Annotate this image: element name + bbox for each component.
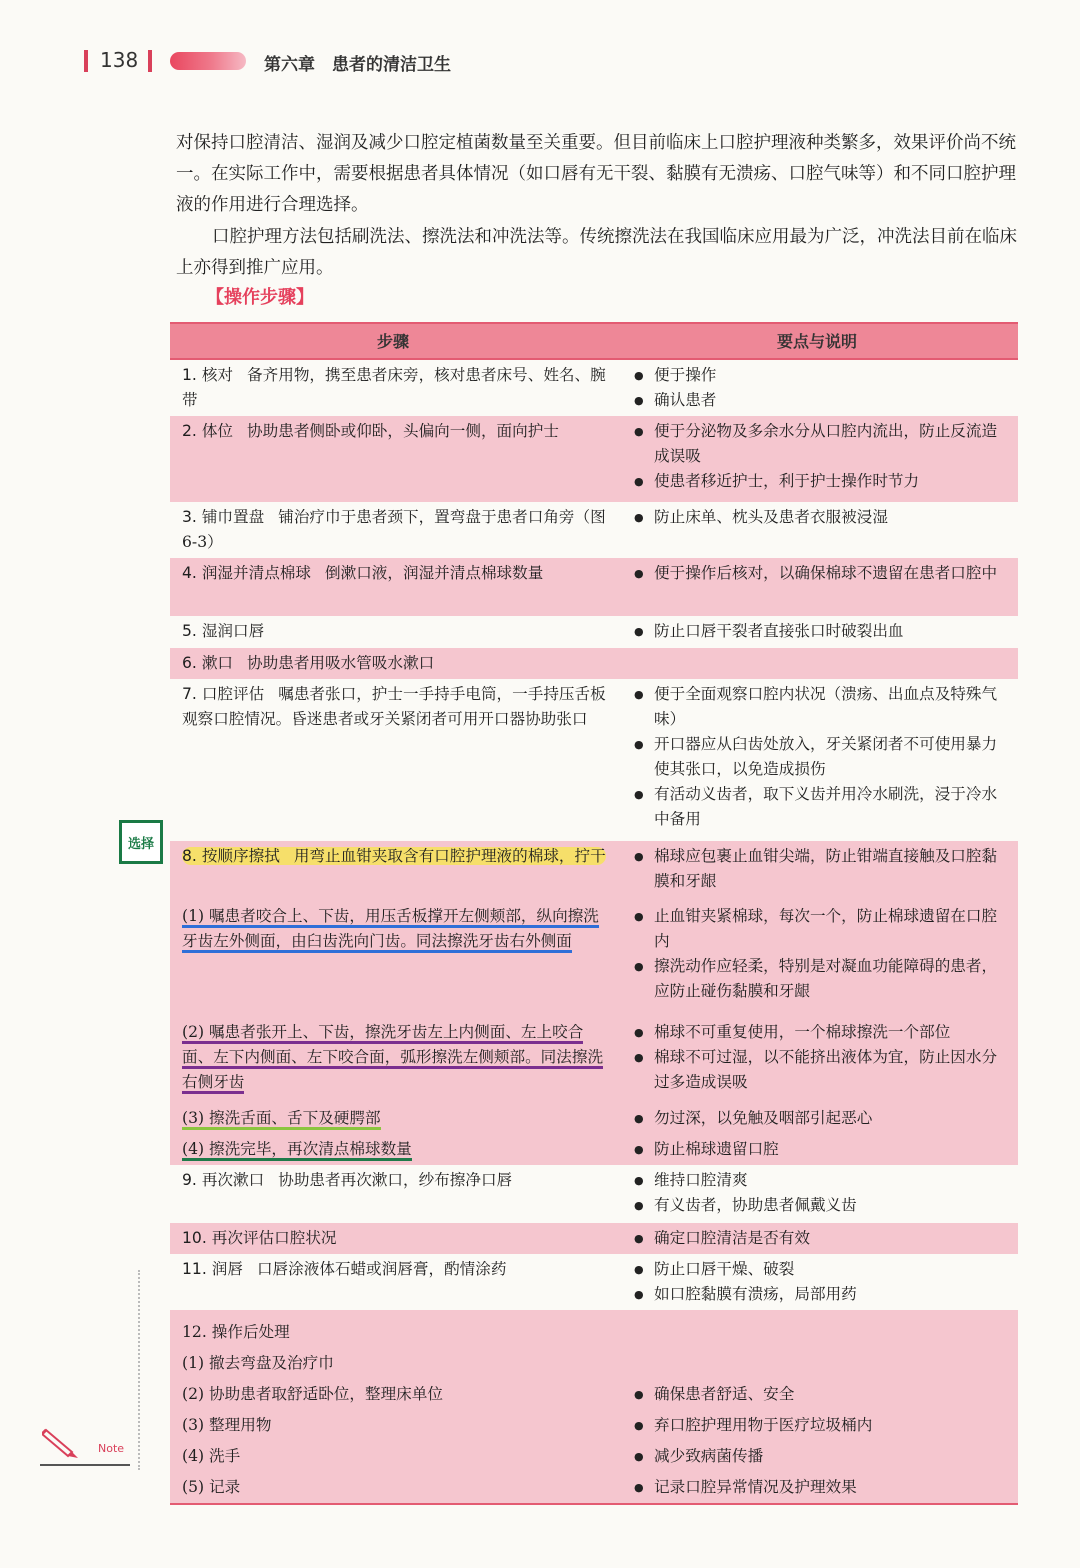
note-point: ● 防止棉球遗留口腔: [634, 1137, 1008, 1162]
note-spacer: [634, 1320, 1008, 1345]
step-cell: [170, 841, 616, 1165]
header-bar: [148, 50, 152, 72]
table-row: [170, 1165, 1018, 1223]
note-point: ● 开口器应从臼齿处放入，牙关紧闭者不可使用暴力使其张口，以免造成损伤: [634, 732, 1008, 782]
chapter-title: 第六章 患者的清洁卫生: [264, 55, 451, 75]
step-label: 10. 再次评估口腔状况: [182, 1229, 337, 1247]
note-point: ● 棉球不可重复使用，一个棉球擦洗一个部位: [634, 1020, 1008, 1045]
step-cell: [170, 416, 616, 502]
note-point: ● 如口腔黏膜有溃疡，局部用药: [634, 1282, 1008, 1307]
section-title: 【操作步骤】: [206, 287, 314, 308]
notes-cell: [616, 1254, 1018, 1310]
procedure-table: [170, 322, 1018, 1505]
step-cell: [170, 616, 616, 648]
step-cell: [170, 1165, 616, 1223]
note-point: ● 弃口腔护理用物于医疗垃圾桶内: [634, 1413, 1008, 1438]
notes-cell: [616, 416, 1018, 502]
page-number: 138: [100, 48, 139, 72]
note-label: Note: [98, 1442, 125, 1455]
notes-cell: [616, 558, 1018, 616]
note-point: ● 确定口腔清洁是否有效: [634, 1226, 1008, 1251]
note-point: ● 防止口唇干燥、破裂: [634, 1257, 1008, 1282]
substep: [182, 904, 606, 1014]
step-label: 7. 口腔评估: [182, 685, 265, 703]
notes-cell: [616, 679, 1018, 841]
step-cell: [170, 1310, 616, 1504]
substep: [182, 1020, 606, 1100]
step-label: 12. 操作后处理: [182, 1323, 290, 1341]
note-point: ● 维持口腔清爽: [634, 1168, 1008, 1193]
note-point: ● 有活动义齿者，取下义齿并用冷水刷洗，浸于冷水中备用: [634, 782, 1008, 832]
table-row: [170, 416, 1018, 502]
step-cell: [170, 359, 616, 416]
body-paragraph: 对保持口腔清洁、湿润及减少口腔定植菌数量至关重要。但目前临床上口腔护理液种类繁多，效果评价尚不统一。在实际工作中，需要根据患者具体情况（如口唇有无干裂、黏膜有无溃疡、口腔气味等）和不同口腔护理液的作用进行合理选择。: [176, 133, 1016, 215]
note-point: ● 记录口腔异常情况及护理效果: [634, 1475, 1008, 1500]
step-cell: [170, 502, 616, 558]
step-text: 倒漱口液，润湿并清点棉球数量: [325, 564, 544, 582]
step-cell: [170, 1254, 616, 1310]
step-cell: [170, 679, 616, 841]
step-label: 6. 漱口: [182, 654, 234, 672]
underlined-text: (1) 嘱患者咬合上、下齿，用压舌板撑开左侧颊部，纵向擦洗牙齿左外侧面，由臼齿洗向门齿。同法擦洗牙齿右外侧面: [182, 907, 599, 953]
notes-cell: [616, 841, 1018, 1165]
step-label: 8. 按顺序擦拭: [182, 847, 280, 865]
note-point: ● 便于操作: [634, 363, 1008, 388]
note-point: ● 确认患者: [634, 388, 1008, 413]
handwritten-stamp: 选择: [119, 820, 163, 864]
step-label: 11. 润唇: [182, 1260, 243, 1278]
note-point: ● 确保患者舒适、安全: [634, 1382, 1008, 1407]
notes-cell: [616, 359, 1018, 416]
table-row: [170, 648, 1018, 679]
table-row: [170, 1310, 1018, 1504]
note-point: ● 防止床单、枕头及患者衣服被浸湿: [634, 505, 1008, 530]
step-cell: [170, 648, 616, 679]
substep: (4) 洗手: [182, 1447, 241, 1465]
table-row: [170, 359, 1018, 416]
note-point: ● 勿过深，以免触及咽部引起恶心: [634, 1106, 1008, 1131]
step-text: 口唇涂液体石蜡或润唇膏，酌情涂药: [256, 1260, 507, 1278]
step-text: 协助患者侧卧或仰卧，头偏向一侧，面向护士: [247, 422, 559, 440]
header-decoration: [170, 52, 246, 70]
step-label: 1. 核对: [182, 366, 234, 384]
underlined-text: (4) 擦洗完毕，再次清点棉球数量: [182, 1140, 412, 1161]
note-point: ● 有义齿者，协助患者佩戴义齿: [634, 1193, 1008, 1218]
note-point: ● 防止口唇干裂者直接张口时破裂出血: [634, 619, 1008, 644]
note-point: ● 便于分泌物及多余水分从口腔内流出，防止反流造成误吸: [634, 419, 1008, 469]
notes-cell: [616, 648, 1018, 679]
substep: [182, 1106, 606, 1131]
notes-cell: [616, 616, 1018, 648]
notes-cell: [616, 502, 1018, 558]
substep: (5) 记录: [182, 1478, 241, 1496]
note-point: ● 止血钳夹紧棉球，每次一个，防止棉球遗留在口腔内: [634, 904, 1008, 954]
substep: (3) 整理用物: [182, 1416, 272, 1434]
step-cell: [170, 1223, 616, 1254]
notes-cell: [616, 1165, 1018, 1223]
note-point: ● 便于全面观察口腔内状况（溃疡、出血点及特殊气味）: [634, 682, 1008, 732]
note-point: ● 擦洗动作应轻柔，特别是对凝血功能障碍的患者，应防止碰伤黏膜和牙龈: [634, 954, 1008, 1004]
step-text: 协助患者再次漱口，纱布擦净口唇: [278, 1171, 513, 1189]
column-header-notes: 要点与说明: [616, 323, 1018, 359]
note-line: [40, 1464, 130, 1466]
table-row: [170, 1254, 1018, 1310]
page-header: [80, 46, 500, 78]
note-area: [40, 1424, 140, 1472]
step-label: 4. 润湿并清点棉球: [182, 564, 311, 582]
table-header-row: [170, 323, 1018, 359]
note-point: ● 棉球不可过湿，以不能挤出液体为宜，防止因水分过多造成误吸: [634, 1045, 1008, 1095]
table-row: [170, 502, 1018, 558]
step-intro: [182, 844, 606, 898]
body-paragraph: 口腔护理方法包括刷洗法、擦洗法和冲洗法等。传统擦洗法在我国临床应用最为广泛，冲洗法目前在临床上亦得到推广应用。: [176, 227, 1017, 278]
step-text: 用弯止血钳夹取含有口腔护理液的棉球，拧干: [293, 847, 606, 865]
underlined-text: (2) 嘱患者张开上、下齿，擦洗牙齿左上内侧面、左上咬合面、左下内侧面、左下咬合面，弧形擦洗左侧颊部。同法擦洗右侧牙齿: [182, 1023, 603, 1094]
table-row: [170, 679, 1018, 841]
step-text: 嘱患者张口，护士一手持手电筒，一手持压舌板观察口腔情况。昏迷患者或牙关紧闭者可用开口器协助张口: [182, 685, 606, 728]
pencil-icon: [42, 1424, 92, 1460]
note-point: ● 使患者移近护士，利于护士操作时节力: [634, 469, 1008, 494]
note-spacer: [634, 1351, 1008, 1376]
step-cell: [170, 558, 616, 616]
step-label: 2. 体位: [182, 422, 234, 440]
table-row: [170, 558, 1018, 616]
note-point: ● 棉球应包裹止血钳尖端，防止钳端直接触及口腔黏膜和牙龈: [634, 844, 1008, 894]
substep: (1) 撤去弯盘及治疗巾: [182, 1354, 334, 1372]
underlined-text: (3) 擦洗舌面、舌下及硬腭部: [182, 1109, 381, 1130]
notes-cell: [616, 1310, 1018, 1504]
substep: [182, 1137, 606, 1162]
note-point: ● 便于操作后核对，以确保棉球不遗留在患者口腔中: [634, 561, 1008, 586]
step-text: 备齐用物，携至患者床旁，核对患者床号、姓名、腕带: [182, 366, 606, 409]
column-header-steps: 步骤: [170, 323, 616, 359]
highlighted-text: [182, 847, 606, 865]
table-row: [170, 616, 1018, 648]
note-point: ● 减少致病菌传播: [634, 1444, 1008, 1469]
step-label: 9. 再次漱口: [182, 1171, 265, 1189]
step-label: 3. 铺巾置盘: [182, 508, 265, 526]
step-text: 协助患者用吸水管吸水漱口: [247, 654, 435, 672]
substep: (2) 协助患者取舒适卧位，整理床单位: [182, 1385, 443, 1403]
step-text: 铺治疗巾于患者颈下，置弯盘于患者口角旁（图 6-3）: [182, 508, 606, 551]
header-bar: [84, 50, 88, 72]
step-label: 5. 湿润口唇: [182, 622, 265, 640]
notes-cell: [616, 1223, 1018, 1254]
table-row: [170, 841, 1018, 1165]
table-row: [170, 1223, 1018, 1254]
